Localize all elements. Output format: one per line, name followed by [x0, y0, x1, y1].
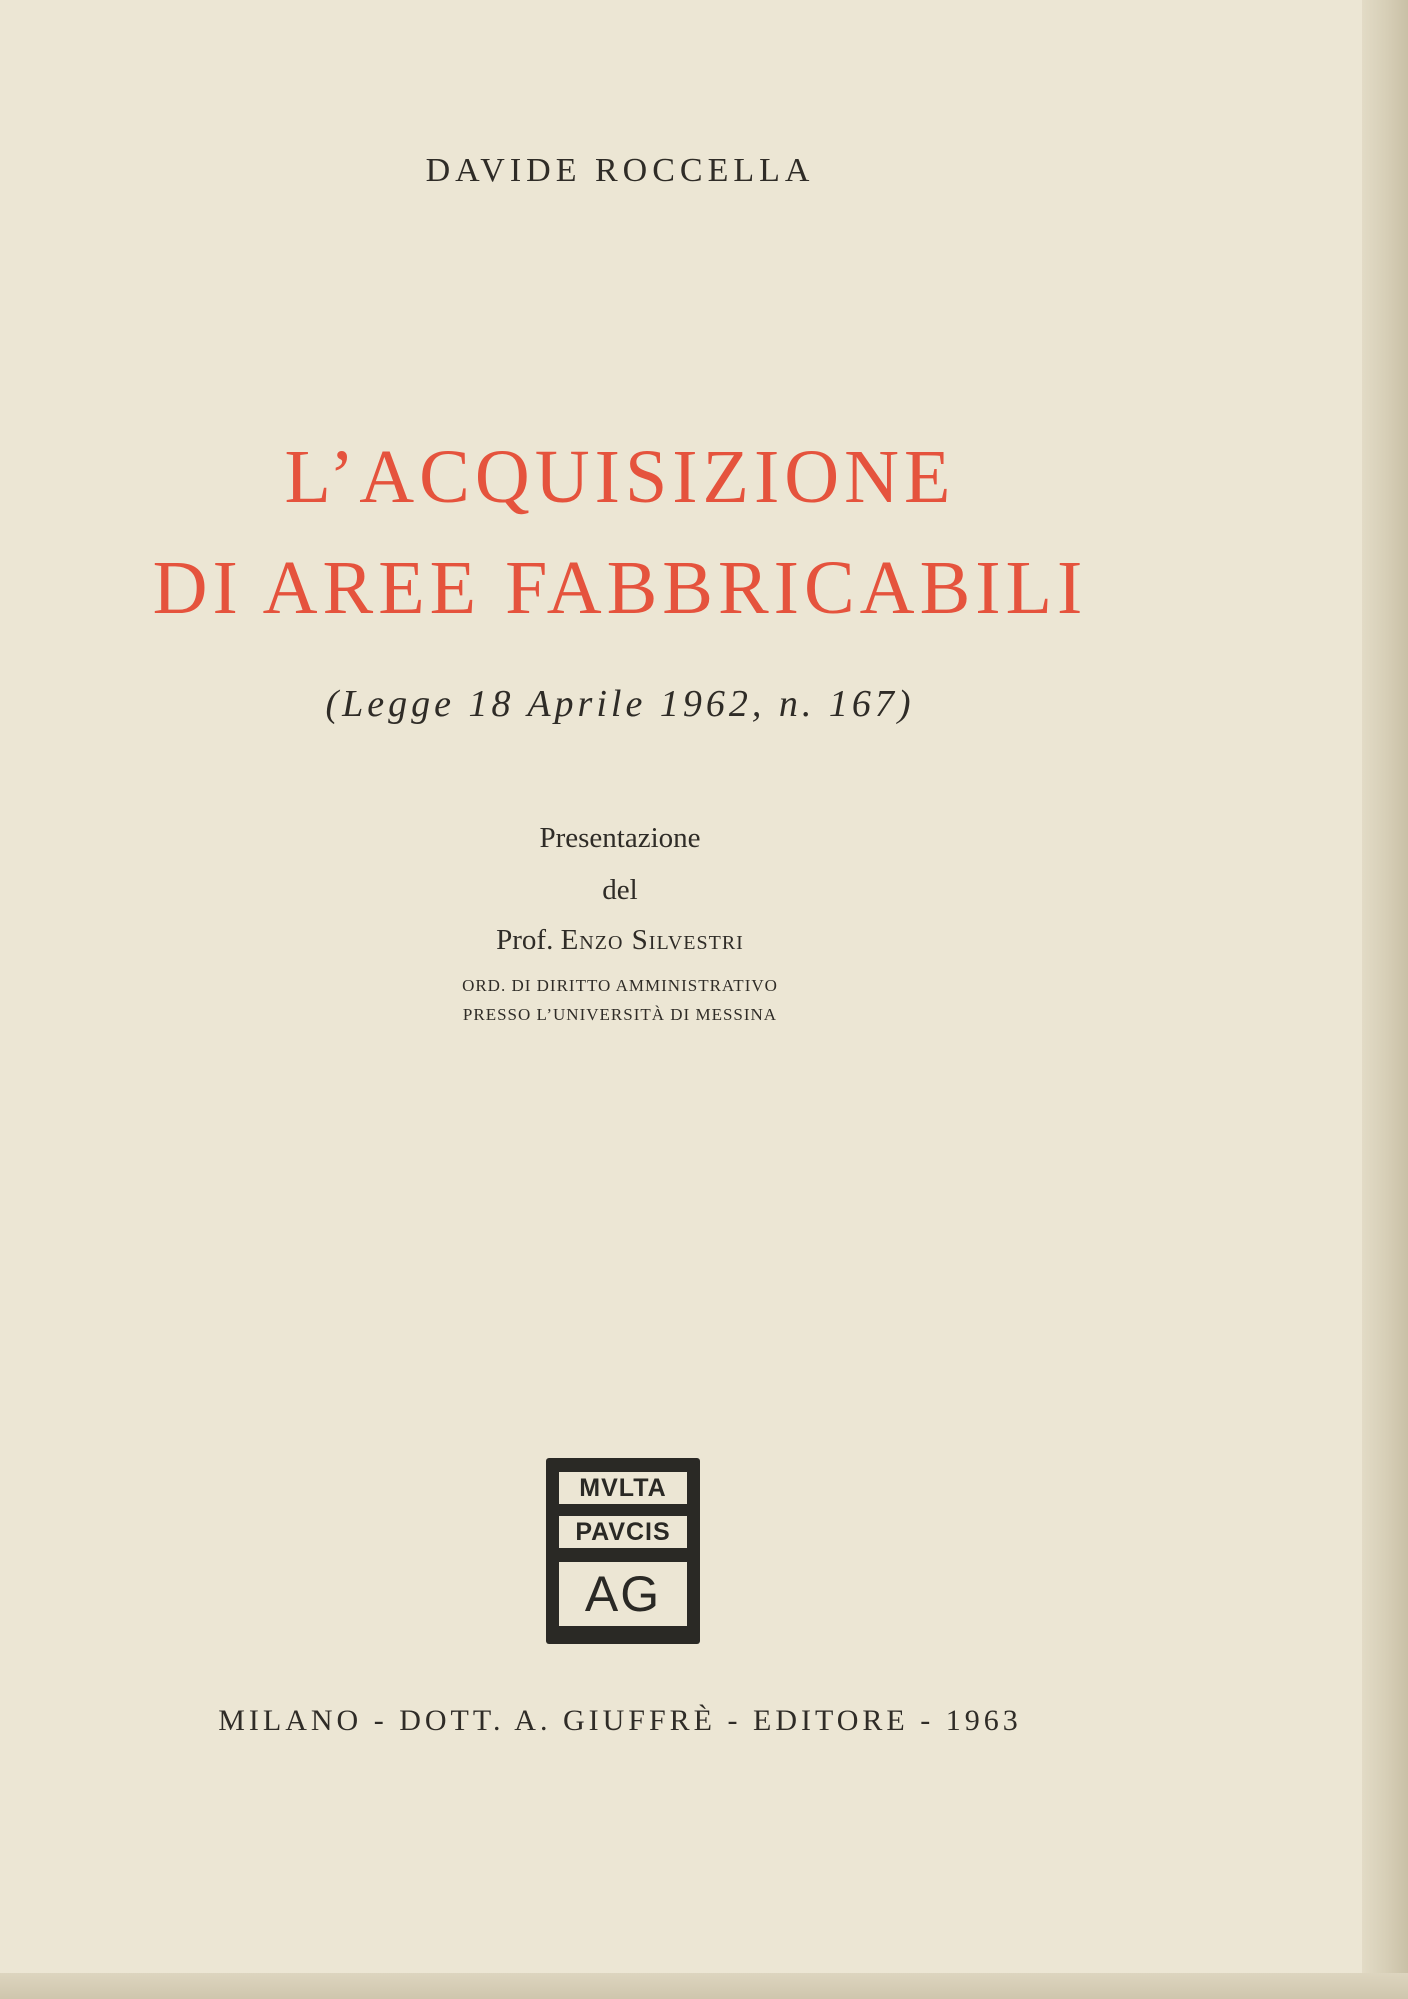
logo-text-multa: MVLTA [559, 1472, 687, 1504]
presenter-role-2: PRESSO L’UNIVERSITÀ DI MESSINA [462, 1005, 778, 1024]
publisher-logo [546, 1458, 700, 1644]
title-line-2: DI AREE FABBRICABILI [152, 546, 1088, 630]
author-name: DAVIDE ROCCELLA [425, 152, 815, 189]
publisher-imprint: MILANO - DOTT. A. GIUFFRÈ - EDITORE - 1963 [218, 1704, 1022, 1737]
subtitle: (Legge 18 Aprile 1962, n. 167) [325, 683, 915, 725]
page-edge-bottom [0, 1973, 1408, 1999]
logo-text-ag: AG [559, 1562, 687, 1626]
logo-text-paucis: PAVCIS [559, 1516, 687, 1548]
presentation-of: del [602, 874, 638, 906]
title-line-1: L’ACQUISIZIONE [284, 435, 956, 519]
presenter-role-1: ORD. DI DIRITTO AMMINISTRATIVO [462, 976, 778, 995]
presenter-line [0, 924, 1240, 957]
page-edge-right [1362, 0, 1408, 1999]
presenter-title: Prof. [496, 924, 554, 956]
presenter-name: Enzo Silvestri [560, 924, 744, 956]
presentation-label: Presentazione [539, 822, 701, 854]
